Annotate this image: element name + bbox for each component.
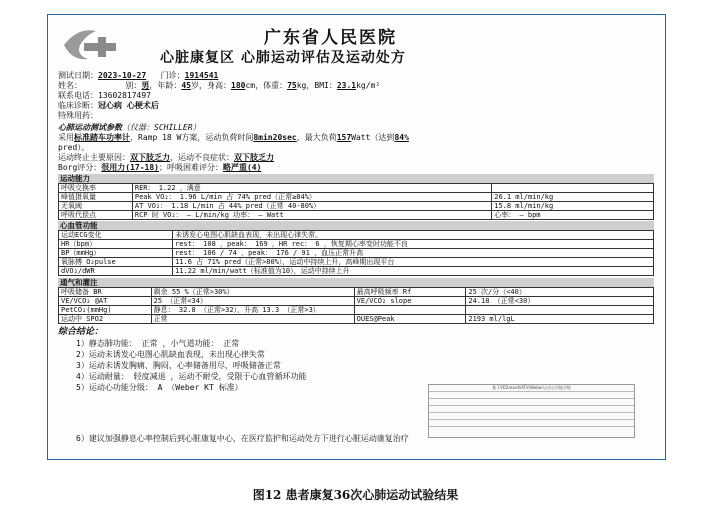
capacity-cell: 呼吸代偿点 — [59, 211, 133, 220]
vent-row — [59, 315, 654, 324]
capacity-cell: 峰值摄氧量 — [59, 193, 133, 202]
cardio-row — [59, 267, 654, 276]
figure-caption: 图12 患者康复36次心肺运动试验结果 — [252, 488, 459, 502]
vent-cell — [354, 306, 466, 315]
vent-table — [58, 287, 654, 324]
summary-item: 1）静态肺功能： 正常 ，小气道功能： 正常 — [76, 339, 240, 348]
capacity-cell: RER： 1.22 ，满意 — [132, 184, 491, 193]
cardio-table — [58, 230, 654, 276]
capacity-cell: Peak VO₂： 1.96 L/min 占 74% pred（正常≥84%） — [132, 193, 491, 202]
vent-cell: OUES@Peak — [354, 315, 466, 324]
summary-title: 综合结论： — [58, 327, 104, 337]
cardio-cell: rest： 106 / 74 ，peak： 176 / 91 ，血压正常升高 — [173, 249, 654, 258]
params-protocol: 采用标准踏车功率计，Ramp 18 W方案，运动负荷时间8min20sec，最大负荷157Watt（达到84% — [58, 133, 409, 142]
vent-cell: 2193 ml/lgL — [466, 315, 654, 324]
vent-row — [59, 288, 654, 297]
cardio-row — [59, 249, 654, 258]
vent-row — [59, 306, 654, 315]
capacity-cell — [492, 184, 654, 193]
vent-cell: 25 次/分（<40） — [466, 288, 654, 297]
weber-mini-table — [428, 384, 635, 438]
summary-item: 6）建议加强静息心率控制后到心脏康复中心，在医疗监护和运动处方下进行心脏运动康复治疗 — [76, 434, 409, 443]
patient-line-5: 特殊用药： — [58, 111, 98, 120]
params-stop: 运动终止主要原因：双下肢乏力，运动不良症状：双下肢乏力 — [58, 153, 274, 162]
vent-cell: 正常 — [151, 315, 354, 324]
summary-item: 5）运动心功能分级： A （Weber KT 标准） — [76, 383, 243, 392]
params-title: 心肺运动测试参数（仪器：SCHILLER） — [58, 123, 201, 132]
section-capacity: 运动能力 — [58, 174, 654, 183]
section-cardio: 心血管功能 — [58, 221, 654, 230]
capacity-table — [58, 183, 654, 220]
patient-line-1: 测试日期：2023-10-27 门诊：1914541 — [58, 71, 219, 80]
weber-mini-title: 基于VO2max和AT的Weber运动心功能分级 — [492, 385, 571, 390]
vent-cell: 呼吸储备 BR — [59, 288, 152, 297]
cardio-cell: dVO₂/dWR — [59, 267, 173, 276]
capacity-cell: 呼吸交换率 — [59, 184, 133, 193]
capacity-row — [59, 211, 654, 220]
vent-cell: PetCO₂(mmHg) — [59, 306, 152, 315]
cardio-row — [59, 258, 654, 267]
cardio-cell: BP（mmHg） — [59, 249, 173, 258]
hospital-name: 广东省人民医院 — [264, 28, 397, 48]
cardio-row — [59, 231, 654, 240]
cardio-cell: rest： 108 ，peak： 169 ，HR rec： 6 ，恢复期心率变时功能不良 — [173, 240, 654, 249]
vent-cell: 25 （正常<34） — [151, 297, 354, 306]
vent-cell: 剩余 55 %（正常>30%） — [151, 288, 354, 297]
capacity-cell: 无氧阈 — [59, 202, 133, 211]
capacity-row — [59, 202, 654, 211]
params-pred: pred）。 — [58, 143, 90, 152]
vent-cell — [466, 306, 654, 315]
cardio-cell: 11.22 ml/min/watt（标准值为10），运动中持续上升 — [173, 267, 654, 276]
report-title: 心脏康复区 心肺运动评估及运动处方 — [160, 50, 406, 66]
capacity-row — [59, 193, 654, 202]
summary-item: 2）运动未诱发心电图心肌缺血表现，未出现心律失常 — [76, 350, 265, 359]
hospital-logo-icon — [58, 25, 122, 63]
capacity-row — [59, 184, 654, 193]
patient-line-2: 姓名： 别：男，年龄：45岁，身高：180cm，体重：75kg，BMI：23.1kg/m² — [58, 81, 381, 90]
capacity-cell: 心率： — bpm — [492, 211, 654, 220]
vent-cell: 运动中 SPO2 — [59, 315, 152, 324]
capacity-cell: RCP 时 VO₂： — L/min/kg 功率： — Watt — [132, 211, 491, 220]
cardio-cell: 氧脉搏 O₂pulse — [59, 258, 173, 267]
vent-cell: 静息： 32.8 （正常>32），升高 13.3 （正常>3） — [151, 306, 354, 315]
cardio-cell: 运动ECG变化 — [59, 231, 173, 240]
capacity-cell: 26.1 ml/min/kg — [492, 193, 654, 202]
patient-line-3: 联系电话：13602817497 — [58, 91, 151, 100]
cardio-cell: 未诱发心电图心肌缺血表现，未出现心律失常。 — [173, 231, 654, 240]
vent-cell: 最高呼吸频率 Rf — [354, 288, 466, 297]
cardio-cell: 11.6 占 71% pred（正常>80%），运动中持续上升，高峰期出现平台 — [173, 258, 654, 267]
vent-cell: VE/VCO₂ @AT — [59, 297, 152, 306]
vent-row — [59, 297, 654, 306]
summary-item: 3）运动未诱发胸痛、胸闷，心率储备用尽，呼吸储备正常 — [76, 361, 281, 370]
capacity-cell: AT VO₂： 1.18 L/min 占 44% pred（正常 40-80%） — [132, 202, 491, 211]
section-vent: 通气和灌注 — [58, 278, 654, 287]
report-sheet — [47, 14, 666, 460]
vent-cell: 24.18 （正常<30） — [466, 297, 654, 306]
patient-line-4: 临床诊断：冠心病 心梗术后 — [58, 101, 159, 110]
params-borg: Borg评分：很用力(17-18)；呼吸困难评分：略严重(4) — [58, 163, 262, 172]
vent-cell: VE/VCO₂ slope — [354, 297, 466, 306]
capacity-cell: 15.8 ml/min/kg — [492, 202, 654, 211]
cardio-cell: HR（bpm） — [59, 240, 173, 249]
summary-item: 4）运动耐量： 轻度减退 ，运动不耐受，受限于心血管循环功能 — [76, 372, 307, 381]
cardio-row — [59, 240, 654, 249]
